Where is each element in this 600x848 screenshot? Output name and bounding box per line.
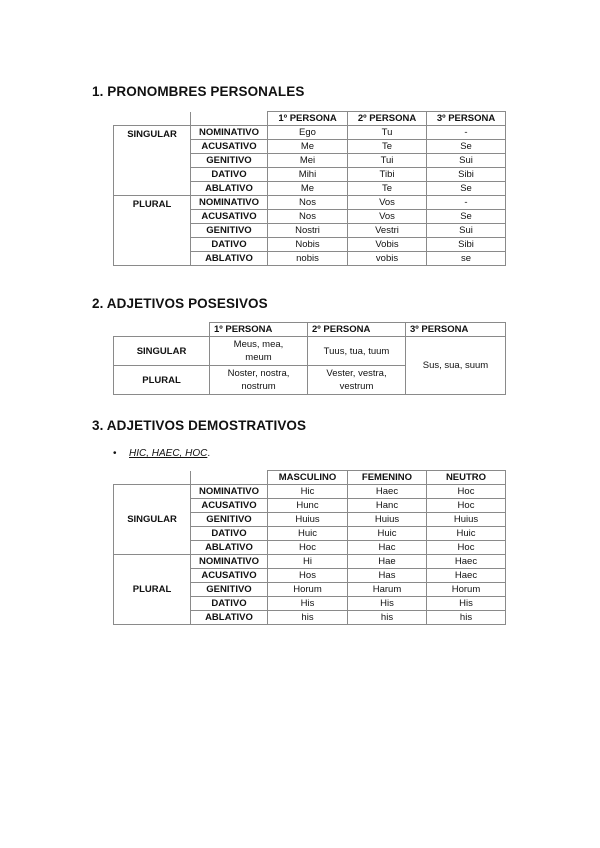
table-cell: Haec [427, 569, 506, 583]
table-cell: Huic [268, 527, 348, 541]
table-cell: Hae [348, 555, 427, 569]
section1-title: 1. PRONOMBRES PERSONALES [92, 84, 305, 99]
table-cell: se [427, 252, 506, 266]
section3-title: 3. ADJETIVOS DEMOSTRATIVOS [92, 418, 307, 433]
group-label-singular: SINGULAR [114, 485, 191, 555]
table-cell: Vos [348, 210, 427, 224]
row-label-plural: PLURAL [114, 366, 210, 395]
table-row [114, 555, 506, 569]
table-cell: his [427, 611, 506, 625]
table-cell: Huius [268, 513, 348, 527]
table-cell: - [427, 196, 506, 210]
column-header: FEMENINO [348, 471, 427, 485]
table-cell: Me [268, 182, 348, 196]
table-cell: Sibi [427, 168, 506, 182]
table-cell: nobis [268, 252, 348, 266]
case-label: DATIVO [191, 168, 268, 182]
row-label-singular: SINGULAR [114, 337, 210, 366]
case-label: ABLATIVO [191, 252, 268, 266]
table-cell: Sibi [427, 238, 506, 252]
table-cell-merged: Sus, sua, suum [406, 337, 506, 395]
table-header-row [114, 471, 506, 485]
case-label: ABLATIVO [191, 182, 268, 196]
personal-pronouns-table [113, 111, 506, 266]
table-cell: Ego [268, 126, 348, 140]
table-cell: Hos [268, 569, 348, 583]
column-header: 1º PERSONA [210, 323, 308, 337]
table-header-row [114, 112, 506, 126]
case-label: ACUSATIVO [191, 569, 268, 583]
column-header: 3º PERSONA [406, 323, 506, 337]
table-row [114, 485, 506, 499]
table-cell: Hac [348, 541, 427, 555]
bullet-icon: • [113, 448, 117, 459]
table-cell: Se [427, 140, 506, 154]
bullet-text: HIC, HAEC, HOC [129, 448, 208, 459]
table-cell: His [427, 597, 506, 611]
table-cell: Hoc [427, 499, 506, 513]
table-cell: Nos [268, 210, 348, 224]
table-cell: Sui [427, 154, 506, 168]
table-cell: Nobis [268, 238, 348, 252]
table-cell: His [348, 597, 427, 611]
table-cell: Nostri [268, 224, 348, 238]
table-cell: Te [348, 182, 427, 196]
table-cell: Meus, mea, meum [210, 337, 308, 366]
table-cell: - [427, 126, 506, 140]
table-cell: Haec [427, 555, 506, 569]
table-cell: his [268, 611, 348, 625]
case-label: DATIVO [191, 527, 268, 541]
table-cell: Te [348, 140, 427, 154]
table-cell: Noster, nostra, nostrum [210, 366, 308, 395]
table-cell: Huic [348, 527, 427, 541]
empty-cell [114, 471, 191, 485]
table-cell: Huius [348, 513, 427, 527]
empty-cell [191, 471, 268, 485]
group-label-singular: SINGULAR [114, 126, 191, 196]
demonstrative-adjectives-table [113, 470, 506, 625]
case-label: ACUSATIVO [191, 140, 268, 154]
table-cell: Se [427, 210, 506, 224]
case-label: GENITIVO [191, 224, 268, 238]
empty-cell [191, 112, 268, 126]
table-cell: Huic [427, 527, 506, 541]
table-cell: Hanc [348, 499, 427, 513]
case-label: ACUSATIVO [191, 499, 268, 513]
table-cell: vobis [348, 252, 427, 266]
table-cell: Vobis [348, 238, 427, 252]
group-label-plural: PLURAL [114, 196, 191, 266]
case-label: NOMINATIVO [191, 126, 268, 140]
case-label: GENITIVO [191, 583, 268, 597]
possessive-adjectives-table [113, 322, 506, 395]
table-cell: Has [348, 569, 427, 583]
column-header: 2º PERSONA [348, 112, 427, 126]
table-cell: Mihi [268, 168, 348, 182]
table-cell: Tibi [348, 168, 427, 182]
table-row [114, 337, 506, 366]
case-label: NOMINATIVO [191, 485, 268, 499]
table-cell: Se [427, 182, 506, 196]
table-cell: Hoc [427, 541, 506, 555]
table-cell: Mei [268, 154, 348, 168]
bullet-item [113, 448, 210, 459]
table-cell: Horum [427, 583, 506, 597]
table-cell: Haec [348, 485, 427, 499]
table-cell: Sui [427, 224, 506, 238]
case-label: GENITIVO [191, 513, 268, 527]
table-cell: Vester, vestra, vestrum [308, 366, 406, 395]
column-header: MASCULINO [268, 471, 348, 485]
case-label: ACUSATIVO [191, 210, 268, 224]
table-cell: Tu [348, 126, 427, 140]
column-header: 2º PERSONA [308, 323, 406, 337]
table-cell: Vos [348, 196, 427, 210]
case-label: GENITIVO [191, 154, 268, 168]
table-cell: Hi [268, 555, 348, 569]
table-cell: Hic [268, 485, 348, 499]
table-cell: Horum [268, 583, 348, 597]
table-cell: Huius [427, 513, 506, 527]
case-label: NOMINATIVO [191, 555, 268, 569]
table-header-row [114, 323, 506, 337]
case-label: DATIVO [191, 238, 268, 252]
table-cell: Nos [268, 196, 348, 210]
table-cell: Tui [348, 154, 427, 168]
table-cell: Hunc [268, 499, 348, 513]
table-cell: Tuus, tua, tuum [308, 337, 406, 366]
group-label-plural: PLURAL [114, 555, 191, 625]
table-cell: Me [268, 140, 348, 154]
table-cell: His [268, 597, 348, 611]
empty-cell [114, 323, 210, 337]
table-row [114, 196, 506, 210]
table-cell: Harum [348, 583, 427, 597]
table-cell: his [348, 611, 427, 625]
column-header: NEUTRO [427, 471, 506, 485]
case-label: DATIVO [191, 597, 268, 611]
empty-cell [114, 112, 191, 126]
table-row [114, 126, 506, 140]
bullet-suffix: . [207, 448, 211, 459]
column-header: 3º PERSONA [427, 112, 506, 126]
case-label: NOMINATIVO [191, 196, 268, 210]
case-label: ABLATIVO [191, 541, 268, 555]
table-cell: Hoc [268, 541, 348, 555]
column-header: 1º PERSONA [268, 112, 348, 126]
table-cell: Vestri [348, 224, 427, 238]
section2-title: 2. ADJETIVOS POSESIVOS [92, 296, 268, 311]
table-cell: Hoc [427, 485, 506, 499]
case-label: ABLATIVO [191, 611, 268, 625]
